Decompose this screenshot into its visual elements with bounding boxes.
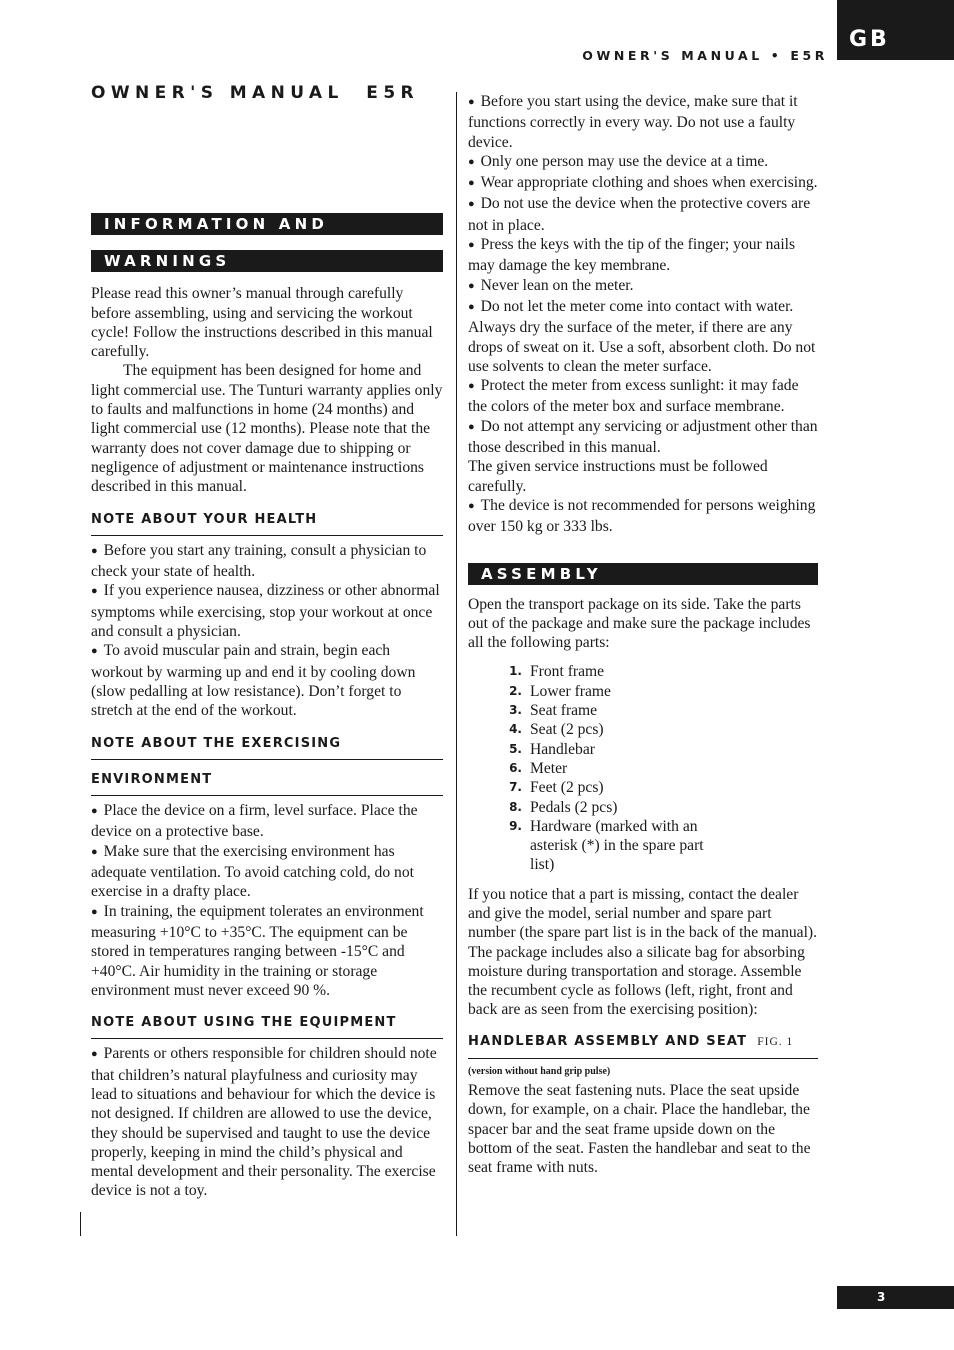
part-name: Front frame: [530, 663, 605, 681]
parts-list-item: [468, 682, 820, 701]
column-rule-left: [80, 1212, 81, 1236]
list-item: ● Make sure that the exercising environment has adequate ventilation. To avoid catching cold, do not exercise in a drafty place.: [91, 842, 443, 902]
part-name: Seat (2 pcs): [530, 721, 604, 739]
part-number: 4.: [509, 722, 522, 737]
section-bar-assembly: ASSEMBLY: [468, 563, 818, 585]
parts-list-item: [468, 662, 820, 681]
list-item: ● Do not attempt any servicing or adjustment other than those described in this manual.: [468, 417, 820, 458]
list-item: ● Place the device on a firm, level surface. Place the device on a protective base.: [91, 801, 443, 842]
handlebar-instructions: Remove the seat fastening nuts. Place the seat upside down, for example, on a chair. Place the handlebar, the spacer bar and the seat frame upside down on the bottom of the seat. Fasten the handlebar and seat to the seat frame with nuts.: [468, 1082, 811, 1177]
list-item: ● Before you start using the device, make sure that it functions correctly in every way. Do not use a faulty device.: [468, 92, 820, 152]
list-item: ● Do not let the meter come into contact with water. Always dry the surface of the meter, if there are any drops of sweat on it. Use a soft, absorbent cloth. Do not use solvents to clean the meter surface.: [468, 297, 820, 376]
equipment-list: [91, 1044, 443, 1200]
list-item: ● Protect the meter from excess sunlight: it may fade the colors of the meter box and surface membrane.: [468, 376, 820, 417]
part-name: Meter: [530, 759, 568, 777]
list-item: ● Never lean on the meter.: [468, 276, 820, 297]
parts-list-item: [468, 778, 820, 797]
part-name: Hardware (marked with an asterisk (*) in the spare part list): [530, 817, 704, 874]
intro-paragraph: Please read this owner’s manual through carefully before assembling, using and servicing the workout cycle! Follow the instructions described in this manual carefully.: [91, 285, 433, 361]
page-number: 3: [837, 1286, 954, 1309]
part-number: 8.: [509, 799, 522, 814]
heading-handlebar-assembly: [468, 1032, 818, 1059]
list-item: ● Wear appropriate clothing and shoes when exercising.: [468, 173, 820, 194]
parts-list: [468, 662, 820, 874]
list-item: ● The device is not recommended for persons weighing over 150 kg or 333 lbs.: [468, 496, 820, 537]
part-number: 6.: [509, 760, 522, 775]
environment-list: [91, 801, 443, 1000]
running-header: OWNER'S MANUAL • E5R: [582, 48, 828, 63]
section-bar-information: INFORMATION AND: [91, 213, 443, 235]
list-item: ● Before you start any training, consult a physician to check your state of health.: [91, 541, 443, 582]
list-item: ● Press the keys with the tip of the finger; your nails may damage the key membrane.: [468, 235, 820, 276]
list-item: ● To avoid muscular pain and strain, begin each workout by warming up and end it by cooling down (slow pedalling at low resistance). Don’t forget to stretch at the end of the workout.: [91, 641, 443, 720]
right-column: [468, 92, 820, 1178]
version-note: (version without hand grip pulse): [468, 1066, 611, 1078]
part-name: Seat frame: [530, 702, 598, 720]
list-item: ● In training, the equipment tolerates an environment measuring +10°C to +35°C. The equipment can be stored in temperatures ranging between -15°C and +40°C. Air humidity in the training or storage environment must never exceed 90 %.: [91, 902, 443, 1000]
part-number: 5.: [509, 741, 522, 756]
list-item: ● Parents or others responsible for children should note that children’s natural playfulness and curiosity may lead to situations and behaviour for which the device is not designed. If children are allowed to use the device, they should be supervised and taught to use the device properly, keeping in mind the child’s physical and mental development and their personality. The exercise device is not a toy.: [91, 1044, 443, 1200]
language-tab: GB: [837, 0, 954, 60]
heading-handlebar-text: HANDLEBAR ASSEMBLY AND SEAT: [468, 1033, 748, 1049]
safety-list: [468, 92, 820, 537]
part-name: Feet (2 pcs): [530, 779, 604, 797]
assembly-intro: Open the transport package on its side. Take the parts out of the package and make sure the package includes all the following parts:: [468, 595, 811, 652]
parts-list-item: [468, 720, 820, 739]
parts-list-item: [468, 759, 820, 778]
parts-list-item: [468, 798, 820, 817]
part-number: 9.: [509, 818, 522, 833]
heading-equipment: NOTE ABOUT USING THE EQUIPMENT: [91, 1013, 443, 1039]
figure-reference: FIG. 1: [757, 1035, 794, 1048]
part-number: 2.: [509, 683, 522, 698]
part-number: 1.: [509, 664, 522, 679]
parts-list-item: [468, 817, 820, 875]
section-bar-warnings: WARNINGS: [91, 250, 443, 272]
part-name: Lower frame: [530, 682, 611, 700]
missing-part-paragraph: If you notice that a part is missing, contact the dealer and give the model, serial number and spare part number (the spare part list is in the back of the manual). The package includes also a silicate bag for absorbing moisture during transportation and storage. Assemble the recumbent cycle as follows (left, right, front and back are as seen from the exercising position):: [468, 885, 818, 1019]
list-item: ● If you experience nausea, dizziness or other abnormal symptoms while exercising, stop your workout at once and consult a physician.: [91, 581, 443, 641]
left-column: [91, 83, 443, 1201]
part-name: Pedals (2 pcs): [530, 798, 618, 816]
parts-list-item: [468, 701, 820, 720]
warranty-paragraph: The equipment has been designed for home and light commercial use. The Tunturi warranty applies only to faults and malfunctions in home (24 months) and light commercial use (12 months). Please note that the warranty does not cover damage due to shipping or negligence of adjustment or maintenance instructions described in this manual.: [91, 362, 443, 496]
part-number: 7.: [509, 780, 522, 795]
list-item: ● Do not use the device when the protective covers are not in place.: [468, 194, 820, 235]
heading-health: NOTE ABOUT YOUR HEALTH: [91, 510, 443, 536]
heading-environment: NOTE ABOUT THE EXERCISING: [91, 734, 443, 760]
list-item: ● Only one person may use the device at a time.: [468, 152, 820, 173]
part-number: 3.: [509, 703, 522, 718]
heading-environment-2: ENVIRONMENT: [91, 770, 443, 796]
service-note: The given service instructions must be followed carefully.: [468, 458, 768, 495]
parts-list-item: [468, 740, 820, 759]
document-title: OWNER'S MANUAL E5R: [91, 83, 420, 103]
column-rule-middle: [456, 92, 457, 1236]
part-name: Handlebar: [530, 740, 595, 758]
health-list: [91, 541, 443, 721]
